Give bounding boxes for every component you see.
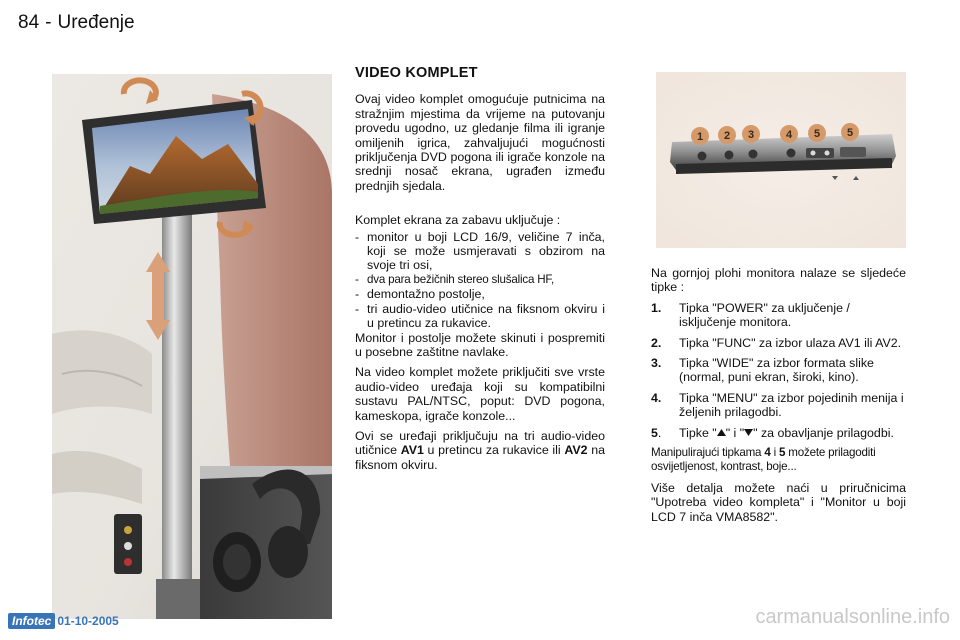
- kit-intro: Komplet ekrana za zabavu uključuje :: [355, 213, 561, 228]
- item-number: [651, 426, 679, 440]
- button-item: [651, 301, 906, 330]
- kit-item: - monitor u boji LCD 16/9, veličine 7 inča, koji se može usmjeravati s obzirom na svoje tri osi,: [355, 230, 605, 273]
- item-text: [679, 426, 906, 440]
- button-item: [651, 391, 906, 420]
- item-number: 3.: [651, 356, 662, 371]
- intro-paragraph: Ovaj video komplet omogućuje putnicima na stražnjim mjestima da vrijeme na putovanju provedu ugodno, uz gledanje filma ili igranje omiljenih igrica, zahvaljujući mogućnosti priključenja DVD pogona ili igrače konzole na srednji nosač ekrana, ugrađen između prednjih sjedala.: [355, 92, 605, 193]
- label-1: 1: [696, 131, 704, 143]
- buttons-description: [651, 266, 906, 530]
- kit-item: - dva para bežičnih stereo slušalica HF,: [355, 273, 605, 287]
- header-separator: -: [45, 12, 52, 33]
- item-text: Tipka "WIDE" za izbor formata slike (normal, puni ekran, široki, kino).: [679, 356, 874, 385]
- item-number: 1.: [651, 300, 662, 315]
- footer: [8, 612, 119, 630]
- item-text: Tipka "POWER" za uključenje / isključenje monitora.: [679, 300, 850, 330]
- monitor-stand-photo: [52, 74, 332, 619]
- triangle-up-icon: [717, 429, 726, 436]
- manip-key-4: 4: [764, 446, 771, 460]
- item-number-dot: .: [657, 425, 662, 440]
- remove-paragraph: Monitor i postolje možete skinuti i pospremiti u posebne zaštitne navlake.: [355, 330, 605, 359]
- item-text: Tipka "MENU" za izbor pojedinih menija i željenih prilagodbi.: [679, 390, 904, 420]
- page-number: 84: [18, 12, 40, 33]
- label-5: 5: [813, 128, 821, 140]
- item-number: 4.: [651, 390, 662, 405]
- manip-text: možete prilagoditi osvijetljenost, kontrast, boje...: [651, 446, 876, 474]
- buttons-intro: Na gornjoj plohi monitora nalaze se sljedeće tipke :: [651, 266, 906, 295]
- item5-text: Tipke ": [679, 425, 717, 440]
- section-heading: VIDEO KOMPLET: [355, 65, 478, 81]
- label-2: 2: [723, 130, 731, 142]
- button-item: [651, 336, 906, 350]
- item-number: 2.: [651, 335, 662, 350]
- label-4: 4: [785, 129, 793, 141]
- av2-label: AV2: [564, 443, 588, 458]
- more-info: Više detalja možete naći u priručnicima "Upotreba video kompleta" i "Monitor u boji LCD 7 inča VMA8582".: [651, 480, 906, 524]
- button-item: [651, 426, 906, 440]
- label-3: 3: [747, 129, 755, 141]
- footer-date: 01-10-2005: [57, 614, 119, 628]
- kit-item: - demontažno postolje,: [355, 287, 605, 301]
- triangle-down-icon: [744, 429, 753, 436]
- sockets-text: Ovi se uređaji priključuju na tri audio-video utičnice: [355, 428, 605, 458]
- item5-text: " i ": [725, 425, 745, 440]
- connect-paragraph: Na video komplet možete priključiti sve vrste audio-video uređaja koji su kompatibilni sustavu PAL/NTSC, poput: DVD pogona, kameskopa, igrače konzole...: [355, 365, 605, 423]
- button-item: [651, 356, 906, 385]
- watermark: carmanualsonline.info: [755, 606, 950, 628]
- label-5b: 5: [846, 127, 854, 139]
- sockets-text: u pretincu za rukavice ili: [423, 443, 565, 458]
- item-text: Tipka "FUNC" za izbor ulaza AV1 ili AV2.: [679, 335, 902, 350]
- manip-key-5: 5: [779, 446, 786, 460]
- section-title: Uređenje: [57, 12, 135, 33]
- av1-label: AV1: [400, 443, 424, 458]
- video-kit-description: [355, 66, 605, 478]
- sockets-text: na fiksnom okviru.: [355, 443, 605, 472]
- kit-item: - tri audio-video utičnice na fiksnom okviru i u pretincu za rukavice.: [355, 302, 605, 331]
- item-number-5: 5: [651, 425, 658, 440]
- sockets-paragraph: [355, 429, 605, 472]
- manip-text: i: [770, 446, 779, 460]
- manipulation-note: [651, 446, 906, 475]
- manip-text: Manipulirajući tipkama: [651, 446, 765, 460]
- item5-text: " za obavljanje prilagodbi.: [753, 425, 894, 440]
- infotec-logo: Infotec: [8, 613, 55, 629]
- monitor-buttons-photo: [656, 72, 906, 248]
- page-header: [18, 12, 141, 34]
